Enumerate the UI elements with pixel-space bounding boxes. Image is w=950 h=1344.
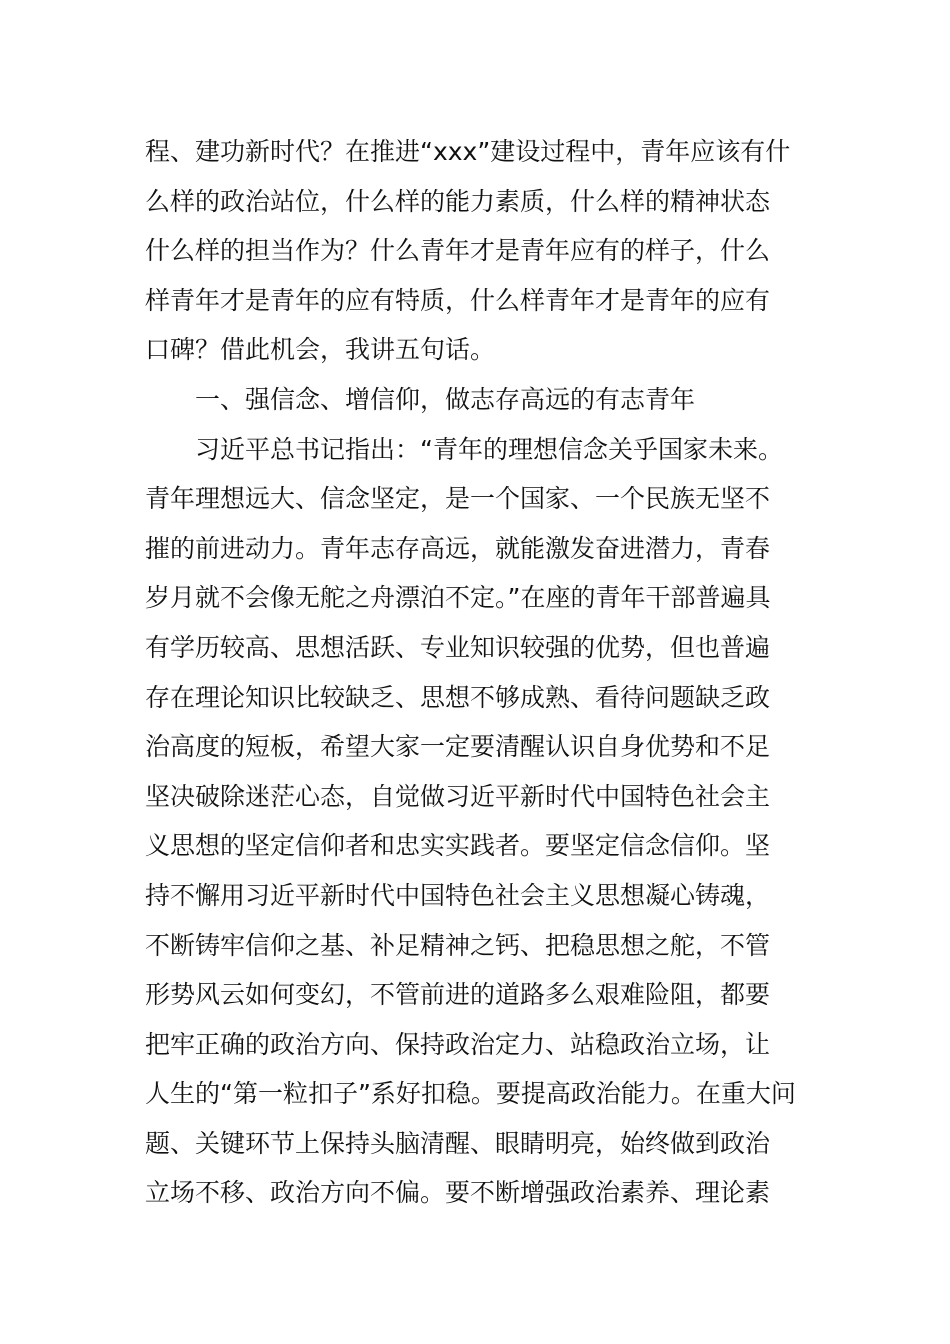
text-line: 什么样的担当作为？什么青年才是青年应有的样子，什么: [145, 236, 771, 266]
text-line: 么样的政治站位，什么样的能力素质，什么样的精神状态: [145, 186, 771, 216]
text-line: 有学历较高、思想活跃、专业知识较强的优势，但也普遍: [145, 632, 771, 662]
text-line: 义思想的坚定信仰者和忠实实践者。要坚定信念信仰。坚: [145, 831, 771, 861]
text-line: 存在理论知识比较缺乏、思想不够成熟、看待问题缺乏政: [145, 682, 771, 712]
text-line: 人生的“第一粒扣子”系好扣稳。要提高政治能力。在重大问: [145, 1079, 796, 1109]
text-line: 样青年才是青年的应有特质，什么样青年才是青年的应有: [145, 285, 771, 315]
text-line: 立场不移、政治方向不偏。要不断增强政治素养、理论素: [145, 1178, 771, 1208]
text-line: 口碑？借此机会，我讲五句话。: [145, 335, 496, 365]
text-line: 治高度的短板，希望大家一定要清醒认识自身优势和不足: [145, 732, 771, 762]
text-line: 岁月就不会像无舵之舟漂泊不定。”在座的青年干部普遍具: [145, 583, 771, 613]
text-line: 把牢正确的政治方向、保持政治定力、站稳政治立场，让: [145, 1029, 771, 1059]
text-line: 摧的前进动力。青年志存高远，就能激发奋进潜力，青春: [145, 533, 771, 563]
body-text: [145, 127, 825, 1218]
text-line: 程、建功新时代？在推进“xxx”建设过程中，青年应该有什: [145, 137, 791, 166]
text-line: 习近平总书记指出：“青年的理想信念关乎国家未来。: [195, 434, 783, 464]
text-line: 形势风云如何变幻，不管前进的道路多么艰难险阻，都要: [145, 980, 771, 1010]
text-line: 不断铸牢信仰之基、补足精神之钙、把稳思想之舵，不管: [145, 930, 771, 960]
text-line: 青年理想远大、信念坚定，是一个国家、一个民族无坚不: [145, 484, 771, 514]
section-heading: 一、强信念、增信仰，做志存高远的有志青年: [195, 384, 696, 414]
text-line: 持不懈用习近平新时代中国特色社会主义思想凝心铸魂，: [145, 880, 771, 910]
text-line: 题、关键环节上保持头脑清醒、眼睛明亮，始终做到政治: [145, 1128, 771, 1158]
text-line: 坚决破除迷茫心态，自觉做习近平新时代中国特色社会主: [145, 781, 771, 811]
